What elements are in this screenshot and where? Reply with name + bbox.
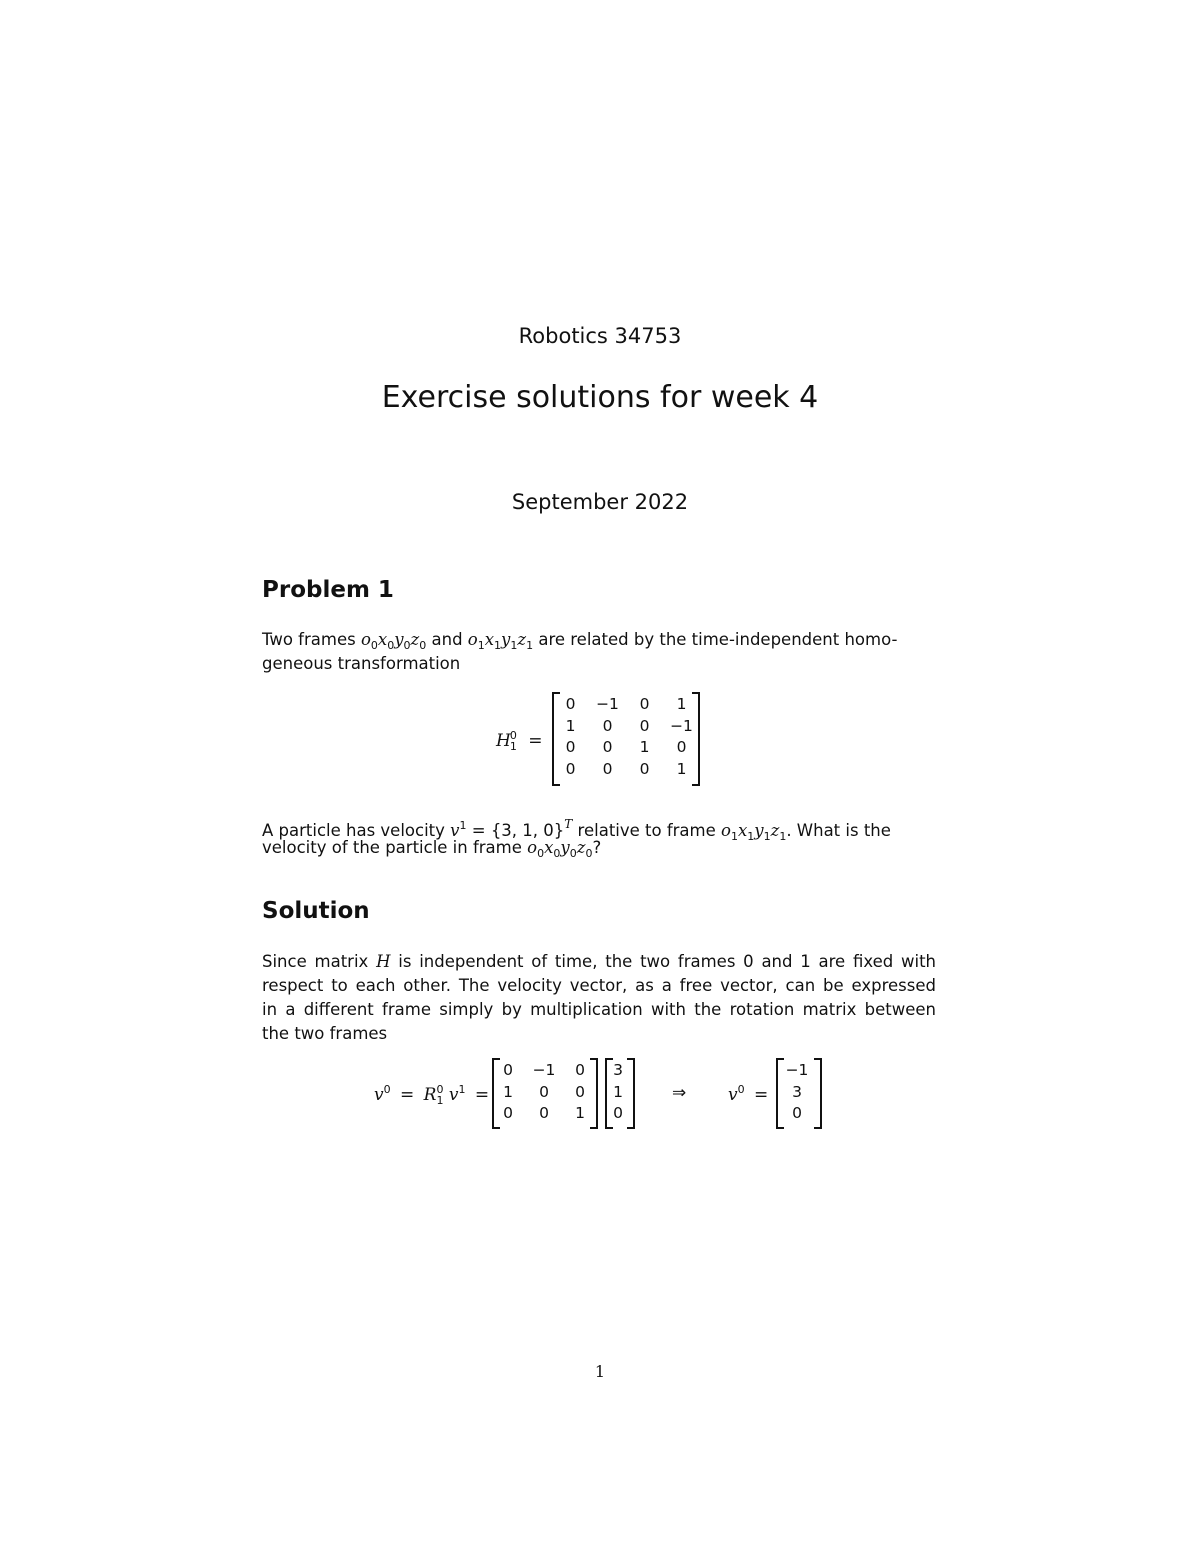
h-matrix-cell: 0 bbox=[639, 716, 650, 735]
implies-arrow: ⇒ bbox=[672, 1083, 687, 1103]
frame-0-symbol: $o_0x_0y_0z_0$ bbox=[360, 630, 427, 652]
velocity-transform-label: $v^0 = R^0_1$ $v^1$ = bbox=[374, 1083, 490, 1107]
h-matrix-cell: 0 bbox=[676, 738, 687, 756]
rotation-matrix-cell: −1 bbox=[532, 1061, 556, 1079]
rotation-matrix-cell: 0 bbox=[575, 1082, 585, 1101]
frame-1-symbol: $o_1x_1y_1z_1$ bbox=[721, 821, 787, 843]
result-vector-cell: −1 bbox=[785, 1061, 809, 1079]
solution-line-2: respect to each other. The velocity vector, as a free vector, can be expressed bbox=[262, 976, 936, 995]
h-matrix-cell: 0 bbox=[565, 759, 576, 778]
problem-line-1: Two frames $o_0x_0y_0z_0$ and $o_1x_1y_1z_1$ are related by the time-independent homo- bbox=[262, 630, 898, 652]
page-number: 1 bbox=[594, 1362, 606, 1381]
v1-vector-cell: 0 bbox=[613, 1104, 623, 1122]
h-matrix-cell: −1 bbox=[670, 716, 693, 735]
solution-text bbox=[262, 950, 936, 1046]
problem-heading: Problem 1 bbox=[262, 577, 394, 603]
h-matrix-cell: 1 bbox=[565, 716, 576, 735]
problem-statement bbox=[262, 628, 936, 676]
result-vector bbox=[776, 1058, 822, 1129]
h-matrix-cell: 1 bbox=[676, 695, 687, 713]
velocity-statement bbox=[262, 812, 936, 860]
v1-vector bbox=[605, 1058, 635, 1129]
frame-1-symbol: $o_1x_1y_1z_1$ bbox=[467, 630, 534, 652]
document-title: Exercise solutions for week 4 bbox=[381, 380, 819, 415]
result-label: $v^0$ = bbox=[728, 1083, 769, 1105]
h-matrix-cell: −1 bbox=[596, 695, 619, 713]
velocity-line-2: velocity of the particle in frame $o_0x_0y_0z_0$? bbox=[262, 838, 602, 860]
rotation-matrix-cell: 1 bbox=[503, 1082, 513, 1101]
solution-line-3: in a different frame simply by multiplication with the rotation matrix between bbox=[262, 1000, 936, 1019]
h-matrix-cell: 0 bbox=[639, 695, 650, 713]
v1-vector-cell: 3 bbox=[613, 1061, 623, 1079]
rotation-matrix bbox=[492, 1058, 598, 1129]
result-vector-cell: 0 bbox=[792, 1104, 802, 1122]
course-label: Robotics 34753 bbox=[518, 324, 682, 348]
velocity-line-1: A particle has velocity $v^1 = \{3$, 1, 0}$^T$ relative to frame $o_1x_1y_1z_1$. What is the bbox=[262, 817, 891, 843]
rotation-matrix-cell: 1 bbox=[575, 1104, 585, 1122]
rotation-matrix-cell: 0 bbox=[575, 1061, 585, 1079]
h-matrix bbox=[552, 692, 700, 786]
result-vector-cell: 3 bbox=[792, 1082, 802, 1101]
rotation-matrix-cell: 0 bbox=[539, 1082, 549, 1101]
rotation-matrix-cell: 0 bbox=[503, 1061, 513, 1079]
h-matrix-cell: 0 bbox=[639, 759, 650, 778]
h-matrix-cell: 0 bbox=[602, 738, 613, 756]
h-matrix-cell: 0 bbox=[565, 695, 576, 713]
h-matrix-cell: 0 bbox=[565, 738, 576, 756]
problem-line-2: geneous transformation bbox=[262, 654, 461, 673]
h-matrix-cell: 0 bbox=[602, 716, 613, 735]
frame-0-symbol: $o_0x_0y_0z_0$ bbox=[527, 838, 593, 860]
h-matrix-label: $H^0_1$ = bbox=[496, 729, 543, 753]
solution-line-1: Since matrix H is independent of time, the two frames 0 and 1 are fixed with bbox=[262, 952, 937, 971]
solution-line-4: the two frames bbox=[262, 1024, 388, 1043]
h-matrix-cell: 1 bbox=[639, 738, 650, 756]
h-matrix-cell: 1 bbox=[676, 759, 687, 778]
solution-heading: Solution bbox=[262, 898, 370, 924]
document-date: September 2022 bbox=[511, 490, 689, 514]
rotation-matrix-cell: 0 bbox=[539, 1104, 549, 1122]
rotation-matrix-cell: 0 bbox=[503, 1104, 513, 1122]
v1-vector-cell: 1 bbox=[613, 1082, 623, 1101]
h-matrix-cell: 0 bbox=[602, 759, 613, 778]
